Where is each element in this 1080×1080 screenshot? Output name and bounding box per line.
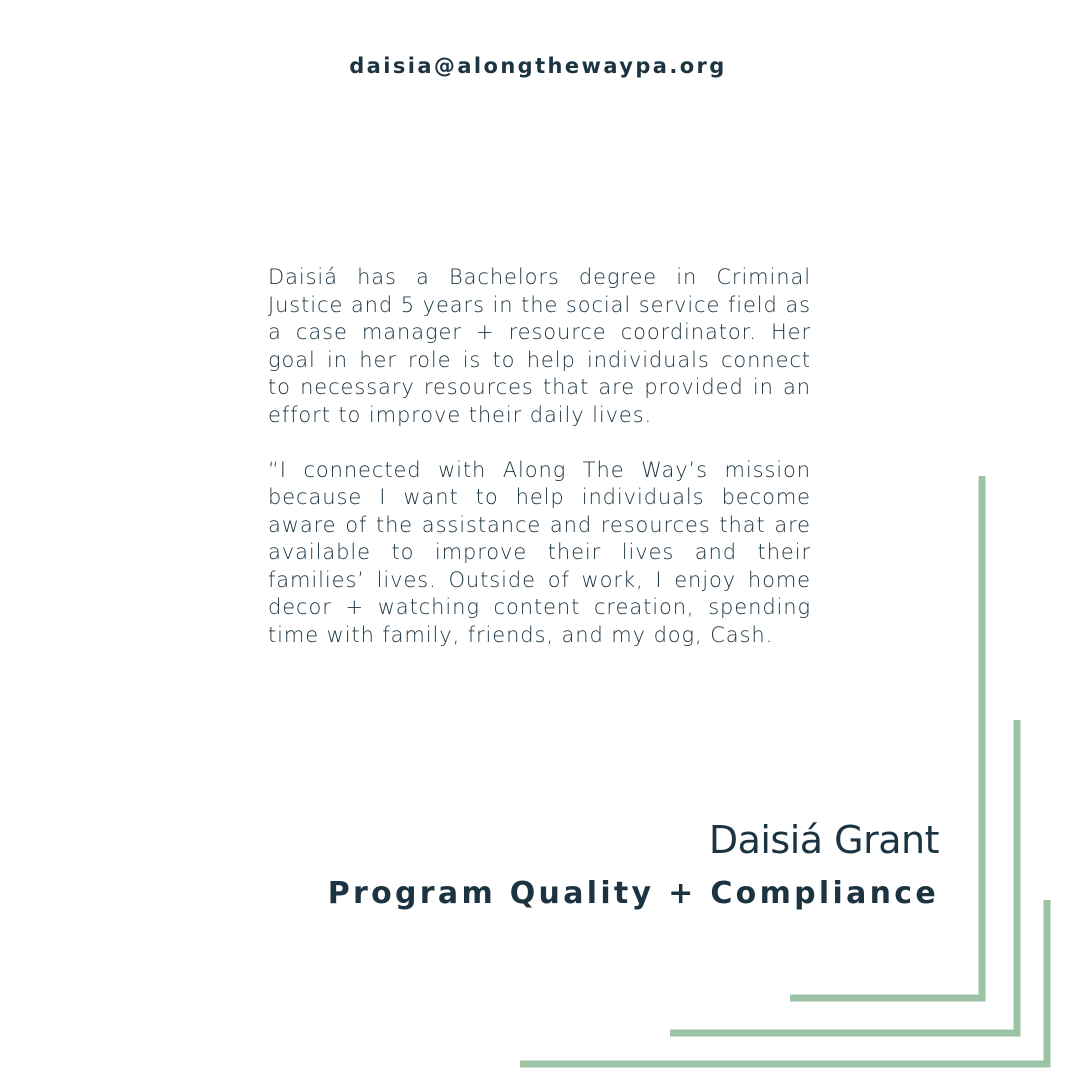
bio-paragraph-1: Daisiá has a Bachelors degree in Criminal Justice and 5 years in the social service field as a case manager + resource coordinator. Her goal in her role is to help individuals connect to necessary resources that are provided in an effort to improve their daily lives.: [268, 265, 811, 427]
bio-paragraph-2: “I connected with Along The Way’s mission because I want to help individuals become aware of the assistance and resources that are available to improve their lives and their families’ lives. Outside of work, I enjoy home decor + watching content creation, spending time with family, friends, and my dog, Cash.: [268, 457, 811, 647]
corner-bracket-middle: [670, 720, 1017, 1033]
corner-bracket-outer: [520, 900, 1047, 1064]
person-name: Daisiá Grant: [708, 818, 939, 862]
corner-bracket-inner: [790, 476, 982, 998]
person-role: Program Quality + Compliance: [327, 876, 939, 911]
contact-email[interactable]: daisia@alongthewaypa.org: [349, 54, 727, 78]
